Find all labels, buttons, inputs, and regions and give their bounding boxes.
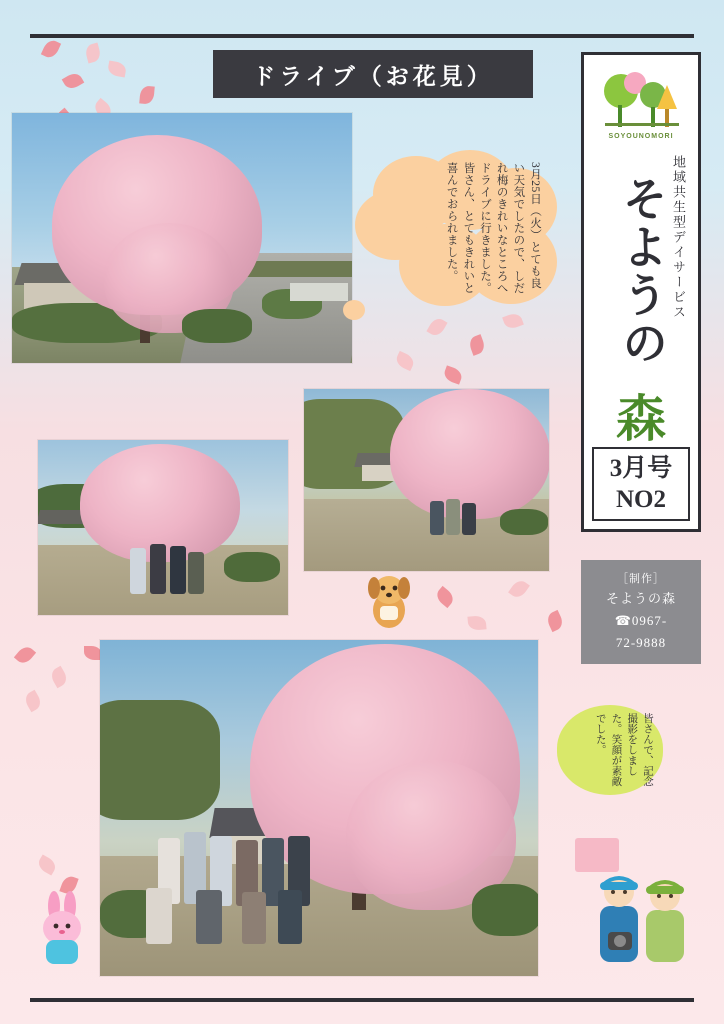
speech-bubble-main	[355, 150, 555, 310]
cherry-blossom-petal-icon	[508, 578, 530, 601]
speech-bubble-main-text: 3月25日（火）とても良い天気でしたので、しだれ梅のきれいなところへドライブに行きました。皆さん、とてもきれいと喜んでおられました。	[445, 162, 541, 294]
elderly-couple-photographers-icon	[588, 860, 700, 972]
photo-person	[430, 501, 444, 535]
credits-phone-line2: 72-9888	[615, 635, 667, 651]
masthead-subtitle: 地域共生型デイサービス	[671, 155, 686, 320]
photo-person	[188, 552, 204, 594]
cherry-blossom-petal-icon	[48, 666, 69, 689]
photo-shrub	[182, 309, 252, 343]
cherry-blossom-petal-icon	[442, 365, 464, 384]
photo-person	[130, 548, 146, 594]
cherry-blossom-petal-icon	[394, 351, 416, 371]
credits-phone-line1: ☎0967-	[614, 613, 668, 629]
issue-month: 3月号	[609, 454, 673, 482]
photo-person	[278, 890, 302, 944]
photo-plum-canopy	[390, 389, 549, 519]
speech-bubble-green-text: 皆さんで、記念撮影をしました。笑顔が素敵でした。	[594, 713, 653, 787]
photo-shrub	[472, 884, 538, 936]
photo-person	[196, 890, 222, 944]
issue-number: NO2	[616, 486, 666, 513]
photo-person	[462, 503, 476, 535]
cherry-blossom-petal-icon	[426, 316, 447, 339]
top-rule	[30, 34, 694, 38]
photo-person	[146, 888, 172, 944]
credits-org: そようの森	[605, 591, 676, 607]
cherry-blossom-petal-icon	[467, 334, 486, 356]
photo-tree-line	[100, 700, 220, 820]
photo-shrub	[224, 552, 280, 582]
logo-wordmark: SOYOUNOMORI	[608, 133, 674, 140]
cherry-blossom-petal-icon	[14, 644, 36, 667]
credits-box	[581, 560, 701, 664]
photo-large-group-photo-under-plum-tree	[100, 640, 538, 976]
photo-person	[150, 544, 166, 594]
rabbit-mascot-icon	[28, 890, 98, 970]
photo-person	[446, 499, 460, 535]
photo-seated-visitors-gravel-path	[304, 389, 549, 571]
masthead-name-accent: 森	[616, 391, 666, 447]
photo-group-under-plum-tree-standing	[38, 440, 288, 615]
masthead-name: そようの	[616, 175, 668, 367]
cherry-blossom-petal-icon	[41, 38, 61, 60]
bubble-tail	[343, 300, 365, 320]
cherry-blossom-petal-icon	[62, 70, 85, 91]
cherry-blossom-petal-icon	[107, 61, 127, 78]
cherry-blossom-petal-icon	[467, 615, 486, 631]
dog-mascot-icon	[358, 570, 420, 630]
cherry-blossom-petal-icon	[139, 85, 155, 104]
photo-person	[170, 546, 186, 594]
photo-weeping-plum-tree-roadside	[12, 113, 352, 363]
cherry-blossom-petal-icon	[434, 586, 457, 608]
page-title: ドライブ（お花見）	[213, 50, 533, 98]
photo-shrub	[500, 509, 548, 535]
credits-label: ［制作］	[617, 572, 665, 585]
cherry-blossom-petal-icon	[545, 610, 565, 632]
cherry-blossom-petal-icon	[502, 311, 524, 330]
cherry-blossom-petal-icon	[36, 854, 59, 875]
bottom-rule	[30, 998, 694, 1002]
masthead	[581, 52, 701, 532]
photo-person	[242, 892, 266, 944]
speech-bubble-green	[557, 705, 663, 795]
cherry-blossom-petal-icon	[22, 690, 43, 713]
photo-greenhouse	[290, 283, 348, 301]
cherry-blossom-petal-icon	[84, 42, 102, 63]
issue-box	[592, 447, 690, 521]
